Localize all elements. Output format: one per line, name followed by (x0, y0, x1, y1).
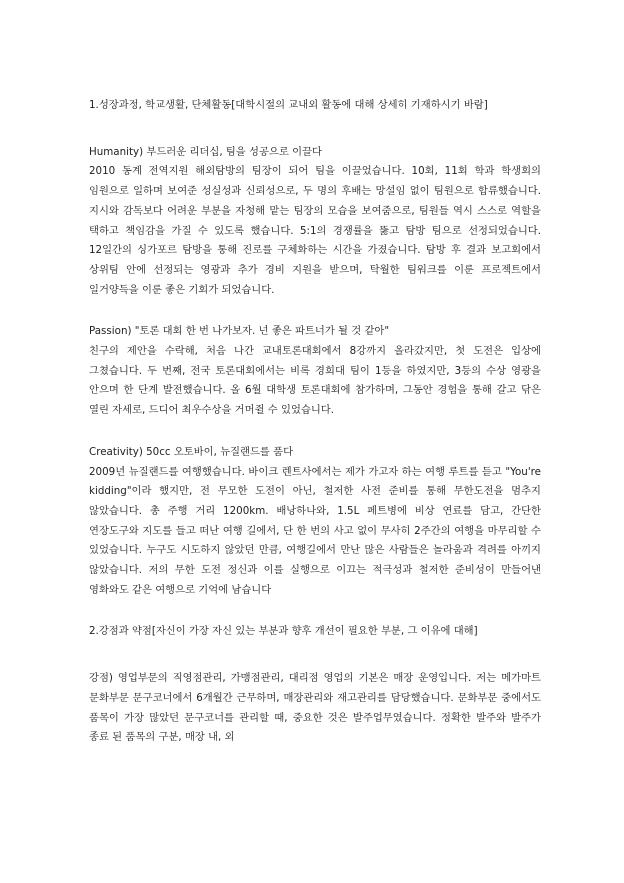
section-body: 친구의 제안을 수락해, 처음 나간 교내토론대회에서 8강까지 올라갔지만, 첫 도전은 입상에 그쳤습니다. 두 번째, 전국 토론대회에서는 비록 경희대 팀이 1등을 하였지만, 3등의 수상 영광을 안으며 한 단계 발전했습니다. 올 6월 대학생 토론대회에 참가하며, 그동안 경험을 통해 갈고 닦은 열린 자세로, 드디어 최우수상을 거머쥘 수 있었습니다. (89, 345, 541, 417)
question-1: 1.성장과정, 학교생활, 단체활동[대학시절의 교내외 활동에 대해 상세히 기재하시기 바람] (89, 99, 488, 111)
section-heading: Humanity) 부드러운 리더십, 팀을 성공으로 이끌다 (89, 145, 322, 158)
section-body: 2009년 뉴질랜드를 여행했습니다. 바이크 렌트사에서는 제가 가고자 하는 여행 루트를 듣고 "You're kidding"이라 했지만, 전 무모한 도전이 아닌, 철저한 사전 준비를 통해 무한도전을 멈추지 않았습니다. 총 주행 거리 1200km. 배낭하나와, 1.5L 페트병에 비상 연료를 담고, 간단한 연장도구와 지도를 들고 떠난 여행 길에서, 단 한 번의 사고 없이 무사히 2주간의 여행을 마무리할 수 있었습니다. 누구도 시도하지 않았던 만큼, 여행길에서 만난 많은 사람들은 놀라움과 격려를 아끼지 않았습니다. 저의 무한 도전 정신과 이를 실행으로 이끄는 적극성과 철저한 준비성이 만들어낸 영화와도 같은 여행으로 기억에 남습니다 (89, 465, 541, 596)
section-passion (89, 322, 541, 421)
section-heading: Creativity) 50cc 오토바이, 뉴질랜드를 품다 (89, 445, 294, 458)
section-body: 2010 동계 전역지원 해외탐방의 팀장이 되어 팀을 이끌었습니다. 10회, 11회 학과 학생회의 임원으로 일하며 보여준 성실성과 신뢰성으로, 두 명의 후배는 망설임 없이 팀원으로 합류했습니다. 지시와 감독보다 어려운 부분을 자청해 맡는 팀장의 모습을 보여줌으로, 팀원들 역시 스스로 역할을 택하고 책임감을 가질 수 있도록 했습니다. 5:1의 경쟁률을 뚫고 탐방 팀으로 선정되었습니다. 12일간의 싱가포르 탐방을 통해 진로를 구체화하는 시간을 가졌습니다. 탐방 후 결과 보고회에서 상위팀 안에 선정되는 영광과 추가 경비 지원을 받으며, 탁월한 팀워크를 이룬 프로젝트에서 일거양득을 이룬 좋은 기회가 되었습니다. (89, 165, 541, 296)
section-creativity (89, 443, 541, 601)
document-page (89, 96, 541, 748)
strength-paragraph: 강점) 영업부문의 직영점관리, 가맹점관리, 대리점 영업의 기본은 매장 운영입니다. 저는 메가마트 문화부문 문구코너에서 6개월간 근무하며, 매장관리와 재고관리를 담당했습니다. 문화부문 중에서도 품목이 가장 많았던 문구코너를 관리할 때, 중요한 것은 발주업무였습니다. 정확한 발주와 발주가 종료 된 품목의 구분, 매장 내, 외 (89, 672, 541, 744)
section-heading: Passion) "토론 대회 한 번 나가보자. 넌 좋은 파트너가 될 것 같아" (89, 325, 390, 338)
question-2: 2.강점과 약점[자신이 가장 자신 있는 부분과 향후 개선이 필요한 부분, 그 이유에 대해] (89, 625, 478, 638)
section-humanity (89, 143, 541, 301)
